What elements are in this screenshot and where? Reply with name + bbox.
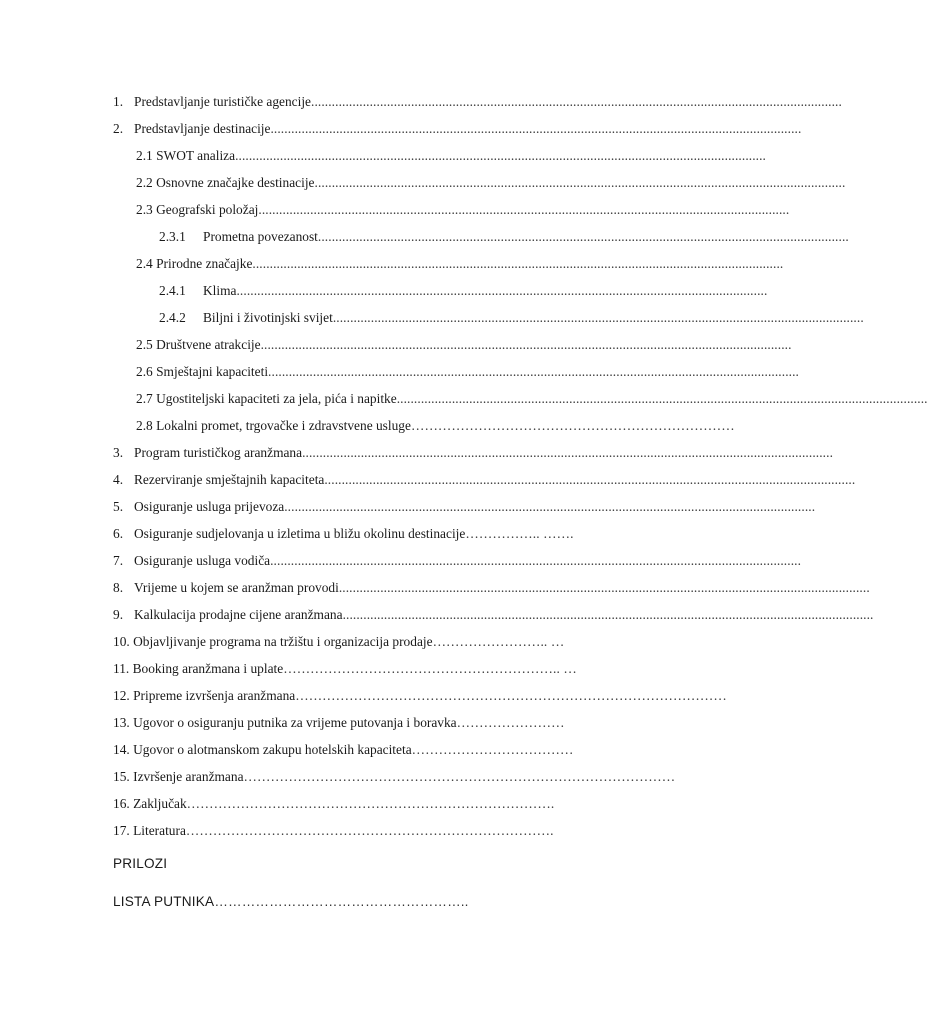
toc-leader-dots: ..........................................................................................................................................................: [236, 283, 768, 298]
toc-entry-14: [113, 741, 633, 759]
toc-entry-3: [113, 444, 834, 462]
passenger-list-title: LISTA PUTNIKA: [113, 894, 215, 909]
toc-leader-dots: ……………………………………………………………………….: [186, 796, 555, 811]
toc-leader-dots: ..........................................................................................................................................................: [284, 499, 816, 514]
passenger-list-entry: [113, 892, 513, 912]
toc-entry-2-7: [136, 390, 928, 408]
toc-entry-17: [113, 822, 628, 840]
toc-entry-2: [113, 120, 802, 138]
toc-entry-number: 2.4.2: [159, 310, 186, 325]
toc-entry-1: [113, 93, 842, 111]
toc-entry-number: 2.1: [136, 148, 153, 163]
toc-entry-2-2: [136, 174, 846, 192]
appendix-heading: PRILOZI: [113, 856, 168, 871]
toc-entry-title: Geografski položaj: [156, 202, 259, 217]
toc-entry-5: [113, 498, 816, 516]
toc-leader-dots: ………………………………………………………………: [410, 418, 735, 433]
toc-entry-number: 2.5: [136, 337, 153, 352]
toc-entry-number: 2.3: [136, 202, 153, 217]
toc-entry-2-4: [136, 255, 784, 273]
toc-leader-dots: ..........................................................................................................................................................: [317, 229, 849, 244]
toc-leader-dots: ..........................................................................................................................................................: [332, 310, 864, 325]
toc-entry-number: 2.8: [136, 418, 153, 433]
toc-entry-title: Društvene atrakcije: [156, 337, 261, 352]
toc-entry-2-3-1: [159, 228, 849, 246]
toc-entry-2-6: [136, 363, 799, 381]
toc-leader-dots: ..........................................................................................................................................................: [270, 121, 802, 136]
toc-entry-title: Rezerviranje smještajnih kapaciteta: [134, 472, 325, 487]
toc-entry-title: Ugostiteljski kapaciteti za jela, pića i napitke: [156, 391, 397, 406]
toc-entry-number: 5.: [113, 499, 124, 514]
toc-entry-title: Prometna povezanost: [203, 229, 318, 244]
toc-entry-title: Program turističkog aranžmana: [134, 445, 303, 460]
toc-leader-dots: ..........................................................................................................................................................: [302, 445, 834, 460]
toc-entry-12: [113, 687, 727, 705]
toc-entry-title: Osnovne značajke destinacije: [156, 175, 315, 190]
toc-leader-dots: ..........................................................................................................................................................: [342, 607, 874, 622]
toc-leader-dots: ..........................................................................................................................................................: [324, 472, 856, 487]
toc-leader-dots: ..........................................................................................................................................................: [396, 391, 928, 406]
toc-entry-title: Objavljivanje programa na tržištu i organizacija prodaje: [133, 634, 433, 649]
toc-entry-title: Literatura: [133, 823, 186, 838]
toc-entry-title: Booking aranžmana i uplate: [132, 661, 284, 676]
toc-leader-dots: …………….. …….: [465, 526, 574, 541]
toc-entry-10: [113, 633, 643, 651]
toc-entry-number: 10.: [113, 634, 130, 649]
toc-entry-title: Pripreme izvršenja aranžmana: [133, 688, 296, 703]
toc-leader-dots: ..........................................................................................................................................................: [252, 256, 784, 271]
toc-entry-title: Vrijeme u kojem se aranžman provodi: [134, 580, 339, 595]
toc-leader-dots: ..........................................................................................................................................................: [268, 364, 799, 379]
toc-entry-6: [113, 525, 643, 543]
toc-entry-number: 2.: [113, 121, 124, 136]
toc-leader-dots: ……………………………………………………………………………………: [243, 769, 676, 784]
toc-entry-number: 7.: [113, 553, 124, 568]
toc-entry-title: Predstavljanje destinacije: [134, 121, 271, 136]
toc-leader-dots: …………………………………………………….. …: [283, 661, 577, 676]
toc-entry-number: 12.: [113, 688, 130, 703]
toc-entry-title: SWOT analiza: [156, 148, 236, 163]
toc-entry-title: Smještajni kapaciteti: [156, 364, 269, 379]
toc-entry-number: 3.: [113, 445, 124, 460]
toc-leader-dots: ……………………: [456, 715, 565, 730]
toc-entry-11: [113, 660, 643, 678]
toc-entry-title: Lokalni promet, trgovačke i zdravstvene usluge: [156, 418, 411, 433]
toc-entry-title: Osiguranje sudjelovanja u izletima u bližu okolinu destinacije: [134, 526, 466, 541]
toc-entry-number: 15.: [113, 769, 130, 784]
toc-entry-number: 14.: [113, 742, 130, 757]
toc-entry-title: Kalkulacija prodajne cijene aranžmana: [134, 607, 343, 622]
toc-leader-dots: ..........................................................................................................................................................: [338, 580, 870, 595]
toc-entry-number: 17.: [113, 823, 130, 838]
toc-leader-dots: ……………………………………………………………………….: [185, 823, 554, 838]
toc-entry-title: Osiguranje usluga prijevoza: [134, 499, 285, 514]
toc-entry-7: [113, 552, 802, 570]
toc-entry-number: 2.6: [136, 364, 153, 379]
toc-entry-16: [113, 795, 628, 813]
toc-entry-number: 6.: [113, 526, 124, 541]
toc-leader-dots: ……………………………………………………………………………………: [295, 688, 727, 703]
toc-entry-title: Biljni i životinjski svijet: [203, 310, 333, 325]
toc-leader-dots: ..........................................................................................................................................................: [260, 337, 792, 352]
toc-entry-title: Osiguranje usluga vodiča: [134, 553, 271, 568]
toc-entry-number: 8.: [113, 580, 124, 595]
toc-entry-number: 2.7: [136, 391, 153, 406]
toc-entry-number: 2.4.1: [159, 283, 186, 298]
toc-entry-2-4-1: [159, 282, 768, 300]
toc-entry-number: 9.: [113, 607, 124, 622]
toc-leader-dots: ..........................................................................................................................................................: [270, 553, 802, 568]
toc-leader-dots: ..........................................................................................................................................................: [311, 94, 842, 109]
toc-entry-number: 4.: [113, 472, 124, 487]
toc-entry-title: Izvršenje aranžmana: [133, 769, 244, 784]
toc-entry-9: [113, 606, 874, 624]
toc-entry-2-3: [136, 201, 790, 219]
toc-leader-dots: ………………………………………………..: [214, 894, 469, 909]
toc-entry-2-1: [136, 147, 767, 165]
toc-entry-number: 13.: [113, 715, 130, 730]
toc-entry-2-4-2: [159, 309, 864, 327]
toc-leader-dots: ..........................................................................................................................................................: [314, 175, 846, 190]
toc-entry-2-8: [136, 417, 735, 435]
toc-entry-number: 16.: [113, 796, 130, 811]
toc-leader-dots: …………………….. …: [432, 634, 565, 649]
toc-entry-number: 2.4: [136, 256, 153, 271]
toc-leader-dots: ..........................................................................................................................................................: [258, 202, 790, 217]
toc-entry-title: Ugovor o alotmanskom zakupu hotelskih kapaciteta: [133, 742, 412, 757]
toc-entry-title: Zaključak: [133, 796, 187, 811]
toc-entry-8: [113, 579, 870, 597]
toc-entry-title: Prirodne značajke: [156, 256, 253, 271]
toc-entry-number: 2.2: [136, 175, 153, 190]
toc-leader-dots: ………………………………: [411, 742, 574, 757]
toc-entry-title: Predstavljanje turističke agencije: [134, 94, 311, 109]
toc-entry-title: Klima: [203, 283, 237, 298]
toc-entry-number: 1.: [113, 94, 124, 109]
toc-leader-dots: ..........................................................................................................................................................: [235, 148, 767, 163]
toc-entry-13: [113, 714, 625, 732]
toc-entry-title: Ugovor o osiguranju putnika za vrijeme putovanja i boravka: [133, 715, 457, 730]
toc-entry-4: [113, 471, 856, 489]
toc-entry-15: [113, 768, 676, 786]
toc-entry-number: 11.: [113, 661, 130, 676]
toc-entry-number: 2.3.1: [159, 229, 186, 244]
toc-entry-2-5: [136, 336, 792, 354]
